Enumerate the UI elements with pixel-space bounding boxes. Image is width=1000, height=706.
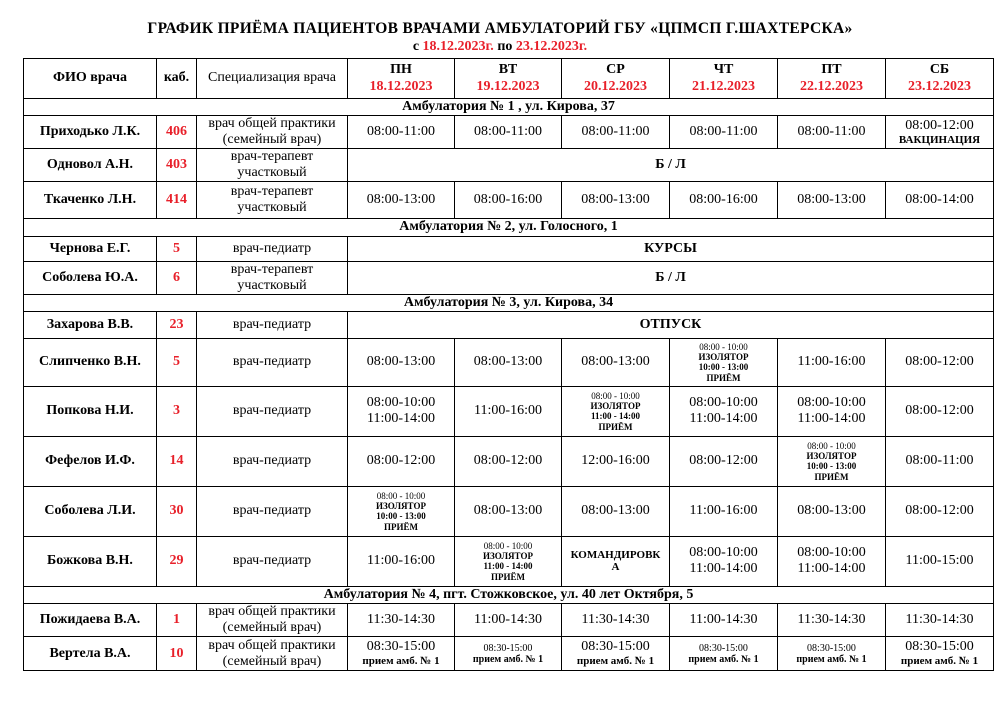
cell-text: 08:30-15:00 [483,642,533,654]
cell-text: ПРИЁМ [491,571,525,582]
cell-text: 18.12.2023 [369,78,433,94]
schedule-cell [670,536,778,586]
cell-text: 11:00-14:00 [367,411,435,427]
section-row [24,586,994,603]
table-row [24,311,994,338]
cell-text: СР [606,62,625,78]
doctor-name: Попкова Н.И. [24,386,157,436]
cell-text: ИЗОЛЯТОР [806,451,857,461]
date-to: 23.12.2023г. [515,39,588,54]
schedule-cell: 08:00-11:00 [348,116,455,149]
room-number: 14 [157,436,197,486]
room-number: 403 [157,149,197,182]
section-header: Амбулатория № 3, ул. Кирова, 34 [24,294,994,311]
date-from: 18.12.2023г. [422,39,494,54]
doctor-name: Одновол А.Н. [24,149,157,182]
schedule-cell [455,536,562,586]
cell-text: 21.12.2023 [692,78,755,94]
section-header: Амбулатория № 4, пгт. Стожковское, ул. 40 лет Октября, 5 [24,586,994,603]
page-title: ГРАФИК ПРИЁМА ПАЦИЕНТОВ ВРАЧАМИ АМБУЛАТОРИЙ ГБУ «ЦПМСП Г.ШАХТЕРСКА» [147,20,853,37]
cell-text: 08:30-15:00 [905,639,974,655]
room-number: 414 [157,182,197,219]
schedule-cell [778,637,886,671]
room-number: 5 [157,236,197,261]
schedule-cell: 08:00-13:00 [348,338,455,386]
specialization: врач-педиатр [197,338,348,386]
cell-text: 10:00 - 13:00 [806,461,857,472]
status-span: Б / Л [348,149,994,182]
cell-text: прием амб. № 1 [796,653,867,665]
header-day [886,59,994,99]
specialization: врач-педиатр [197,486,348,536]
specialization: врач-терапевт участковый [197,149,348,182]
schedule-cell: 08:00-11:00 [455,116,562,149]
cell-text: 08:00-12:00 [905,117,974,133]
cell-text: 08:00 - 10:00 [699,341,748,352]
schedule-cell: 08:00-13:00 [778,182,886,219]
schedule-cell [562,536,670,586]
cell-text: 08:00-10:00 [689,395,758,411]
cell-text: 08:00-10:00 [797,545,866,561]
doctor-name: Захарова В.В. [24,311,157,338]
table-row [24,386,994,436]
cell-text: ИЗОЛЯТОР [698,352,749,362]
cell-text: прием амб. № 1 [362,655,440,668]
specialization: врач общей практики (семейный врач) [197,603,348,636]
specialization: врач-педиатр [197,536,348,586]
status-span: ОТПУСК [348,311,994,338]
header-day [778,59,886,99]
schedule-cell: 08:00-16:00 [670,182,778,219]
cell-text: ИЗОЛЯТОР [483,551,533,561]
schedule-cell: 08:00-13:00 [455,338,562,386]
schedule-cell [562,386,670,436]
section-header: Амбулатория № 2, ул. Голосного, 1 [24,219,994,236]
schedule-cell: 08:00-12:00 [670,436,778,486]
room-number: 1 [157,603,197,636]
doctor-name: Пожидаева В.А. [24,603,157,636]
cell-text: 22.12.2023 [800,78,863,94]
cell-text: ПТ [821,62,842,78]
schedule-cell [348,637,455,671]
cell-text: 08:30-15:00 [581,639,650,655]
table-row [24,261,994,294]
schedule-cell: 08:00-12:00 [348,436,455,486]
cell-text: 08:00 - 10:00 [591,390,640,401]
cell-text: 19.12.2023 [476,78,540,94]
header-day [348,59,455,99]
schedule-cell [778,436,886,486]
schedule-cell: 11:00-14:30 [670,603,778,636]
cell-text: ЧТ [713,62,734,78]
cell-text: 11:00-14:00 [689,411,758,427]
schedule-cell [778,536,886,586]
schedule-cell: 08:00-12:00 [886,386,994,436]
cell-text: 23.12.2023 [908,78,971,94]
cell-text: ПН [390,62,412,78]
section-row [24,294,994,311]
doctor-name: Чернова Е.Г. [24,236,157,261]
schedule-cell [886,116,994,149]
cell-text: ПРИЁМ [598,421,633,432]
room-number: 5 [157,338,197,386]
schedule-cell [348,386,455,436]
schedule-cell: 11:30-14:30 [886,603,994,636]
cell-text: 08:30-15:00 [807,642,856,654]
cell-text: 08:00-10:00 [689,545,758,561]
cell-text: 20.12.2023 [584,78,647,94]
schedule-table [23,58,994,671]
cell-text: прием амб. № 1 [900,655,979,668]
table-row [24,536,994,586]
specialization: врач-педиатр [197,386,348,436]
schedule-cell: 08:00-11:00 [886,436,994,486]
table-row [24,182,994,219]
room-number: 3 [157,386,197,436]
cell-text: 08:00 - 10:00 [807,440,856,451]
schedule-cell: 11:30-14:30 [562,603,670,636]
specialization: врач общей практики (семейный врач) [197,116,348,149]
cell-text: СБ [929,62,950,78]
table-row [24,149,994,182]
room-number: 29 [157,536,197,586]
doctor-name: Ткаченко Л.Н. [24,182,157,219]
cell-text: прием амб. № 1 [576,655,655,668]
header-row [24,59,994,99]
room-number: 30 [157,486,197,536]
cell-text: ИЗОЛЯТОР [590,401,641,411]
schedule-cell: 08:00-12:00 [455,436,562,486]
schedule-cell: 11:00-16:00 [455,386,562,436]
cell-text: ПРИЁМ [384,521,418,532]
doctor-name: Божкова В.Н. [24,536,157,586]
header-spec: Специализация врача [197,59,348,99]
cell-text: ВТ [498,62,518,78]
schedule-cell: 08:00-11:00 [670,116,778,149]
cell-text: ПРИЁМ [814,471,849,482]
schedule-cell [886,637,994,671]
schedule-cell: 11:30-14:30 [348,603,455,636]
schedule-cell: 08:00-13:00 [562,486,670,536]
schedule-cell: 08:00-11:00 [778,116,886,149]
header-name: ФИО врача [24,59,157,99]
header-room: каб. [157,59,197,99]
schedule-cell: 08:00-14:00 [886,182,994,219]
schedule-cell: 12:00-16:00 [562,436,670,486]
status-span: Б / Л [348,261,994,294]
cell-text: ИЗОЛЯТОР [376,501,426,511]
cell-text: 11:00-14:00 [689,561,758,577]
header-day [455,59,562,99]
specialization: врач общей практики (семейный врач) [197,637,348,671]
doctor-name: Фефелов И.Ф. [24,436,157,486]
schedule-cell: 11:00-16:00 [670,486,778,536]
cell-text: ВАКЦИНАЦИЯ [898,133,981,146]
schedule-cell: 08:00-13:00 [778,486,886,536]
cell-text: 08:00 - 10:00 [376,490,426,501]
specialization: врач-педиатр [197,236,348,261]
section-row [24,219,994,236]
schedule-cell [778,386,886,436]
cell-text: А [611,561,620,574]
schedule-cell: 11:00-16:00 [778,338,886,386]
table-row [24,603,994,636]
table-row [24,637,994,671]
header-day [562,59,670,99]
schedule-cell: 11:00-14:30 [455,603,562,636]
cell-text: прием амб. № 1 [472,653,544,665]
cell-text: 10:00 - 13:00 [376,511,426,522]
cell-text: 10:00 - 13:00 [698,362,749,373]
schedule-cell: 08:00-13:00 [562,182,670,219]
cell-text: 11:00-14:00 [797,561,866,577]
header-day [670,59,778,99]
cell-text: 11:00 - 14:00 [483,561,533,572]
schedule-cell [670,338,778,386]
room-number: 23 [157,311,197,338]
table-row [24,436,994,486]
date-range: с 18.12.2023г. по 23.12.2023г. [412,39,588,54]
schedule-cell: 08:00-13:00 [348,182,455,219]
section-header: Амбулатория № 1 , ул. Кирова, 37 [24,99,994,116]
cell-text: 11:00-14:00 [797,411,866,427]
specialization: врач-педиатр [197,311,348,338]
schedule-cell: 08:00-12:00 [886,486,994,536]
cell-text: 08:00-10:00 [797,395,866,411]
table-row [24,116,994,149]
doctor-name: Приходько Л.К. [24,116,157,149]
schedule-cell: 11:00-16:00 [348,536,455,586]
section-row [24,99,994,116]
room-number: 10 [157,637,197,671]
doctor-name: Соболева Ю.А. [24,261,157,294]
schedule-cell: 11:30-14:30 [778,603,886,636]
doctor-name: Слипченко В.Н. [24,338,157,386]
doctor-name: Вертела В.А. [24,637,157,671]
specialization: врач-терапевт участковый [197,182,348,219]
cell-text: 08:00-10:00 [366,395,436,411]
table-row [24,236,994,261]
cell-text: 11:00 - 14:00 [591,411,640,422]
schedule-cell: 08:00-12:00 [886,338,994,386]
cell-text: 08:00 - 10:00 [483,540,533,551]
specialization: врач-терапевт участковый [197,261,348,294]
schedule-cell: 08:00-11:00 [562,116,670,149]
cell-text: ПРИЁМ [706,372,741,383]
schedule-cell: 08:00-13:00 [455,486,562,536]
schedule-cell [670,637,778,671]
cell-text: КОМАНДИРОВК [570,548,661,561]
room-number: 406 [157,116,197,149]
status-span: КУРСЫ [348,236,994,261]
schedule-cell [670,386,778,436]
cell-text: прием амб. № 1 [688,653,759,665]
cell-text: 08:30-15:00 [366,639,436,655]
cell-text: 08:30-15:00 [699,642,748,654]
schedule-cell [455,637,562,671]
schedule-cell [562,637,670,671]
schedule-cell: 08:00-16:00 [455,182,562,219]
specialization: врач-педиатр [197,436,348,486]
table-row [24,338,994,386]
schedule-cell: 08:00-13:00 [562,338,670,386]
table-row [24,486,994,536]
room-number: 6 [157,261,197,294]
doctor-name: Соболева Л.И. [24,486,157,536]
schedule-cell [348,486,455,536]
schedule-cell: 11:00-15:00 [886,536,994,586]
